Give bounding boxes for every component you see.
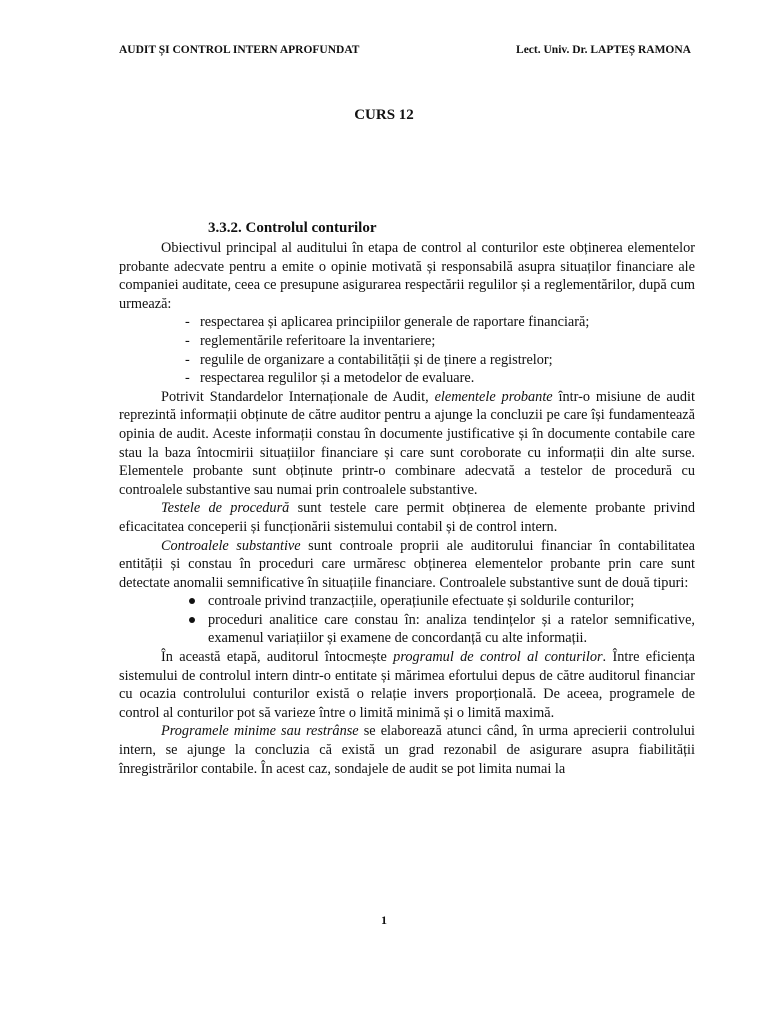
emphasis-substantive-controls: Controalele substantive: [161, 537, 301, 554]
list-item: - respectarea și aplicarea principiilor generale de raportare financiară;: [119, 313, 695, 332]
paragraph-evidence: Potrivit Standardelor Internaționale de Audit, elementele probante într-o misiune de audit reprezintă informații obținute de către auditor pentru a ajunge la concluzii pe care își fundamentează opinia de audit. Aceste informații constau în documente justificative și în documente contabile care stau la baza întocmirii situațiilor financiare și care sunt coroborate cu informații din alte surse. Elementele probante sunt obținute printr-o combinare adecvată a testelor de procedură cu controalele substantive sau numai prin controalele substantive.: [119, 388, 695, 498]
course-title: CURS 12: [354, 107, 414, 123]
rules-list: [119, 313, 695, 387]
paragraph-procedure-tests: Testele de procedură sunt testele care permit obținerea de elemente probante privind eficacitatea conceperii și funcționării sistemului contabil și de control intern.: [119, 500, 695, 535]
paragraph-substantive-controls: Controalele substantive sunt controale proprii ale auditorului financiar în contabilitatea entității și constau în proceduri care urmăresc obținerea elementelor probante prin care sunt detectate anomalii semnificative în situațiile financiare. Controalele substantive sunt de două tipuri:: [119, 537, 695, 591]
list-item: - regulile de organizare a contabilității și de ținere a registrelor;: [119, 351, 695, 370]
list-item: - reglementările referitoare la inventariere;: [119, 332, 695, 351]
emphasis-control-program: programul de control al conturilor: [393, 649, 603, 666]
list-item: - respectarea regulilor și a metodelor de evaluare.: [119, 369, 695, 388]
emphasis-evidence: elementele probante: [434, 388, 553, 405]
header-course-name: AUDIT ȘI CONTROL INTERN APROFUNDAT: [119, 44, 360, 56]
emphasis-minimal-programs: Programele minime sau restrânse: [161, 723, 359, 740]
list-item: controale privind tranzacțiile, operațiunile efectuate și soldurile conturilor;: [119, 592, 695, 611]
section-heading: 3.3.2. Controlul conturilor: [208, 220, 377, 236]
emphasis-procedure-tests: Testele de procedură: [161, 500, 290, 517]
paragraph-objective: Obiectivul principal al auditului în etapa de control al conturilor este obținerea elementelor probante adecvate pentru a emite o opinie motivată și responsabilă asupra situaților financiare ale companiei auditate, ceea ce presupune asigurarea respectării regulilor și a reglementărilor, după cum urmează:: [119, 240, 695, 312]
section-content: [119, 218, 695, 778]
paragraph-control-program: În această etapă, auditorul întocmește programul de control al conturilor. Între eficiența sistemului de controlul intern dintr-o entitate și mărimea efortului depus de către auditorul financiar cu ocazia controlului conturilor există o relație invers proporțională. De aceea, programele de control al conturilor pot să varieze între o limită minimă și o limită maximă.: [119, 649, 696, 721]
paragraph-minimal-programs: Programele minime sau restrânse se elaborează atunci când, în urma aprecierii controlului intern, se ajunge la concluzia că există un grad rezonabil de asigurare asupra fiabilității înregistrărilor contabile. În acest caz, sondajele de audit se pot limita numai la: [119, 723, 695, 777]
header-author: Lect. Univ. Dr. LAPTEȘ RAMONA: [516, 44, 691, 56]
list-item: proceduri analitice care constau în: analiza tendințelor și a ratelor semnificative, examenul variațiilor și examene de concordanță cu alte informații.: [119, 611, 695, 648]
page-header: [119, 44, 691, 62]
page-number: 1: [381, 913, 387, 927]
control-types-list: [119, 592, 695, 648]
